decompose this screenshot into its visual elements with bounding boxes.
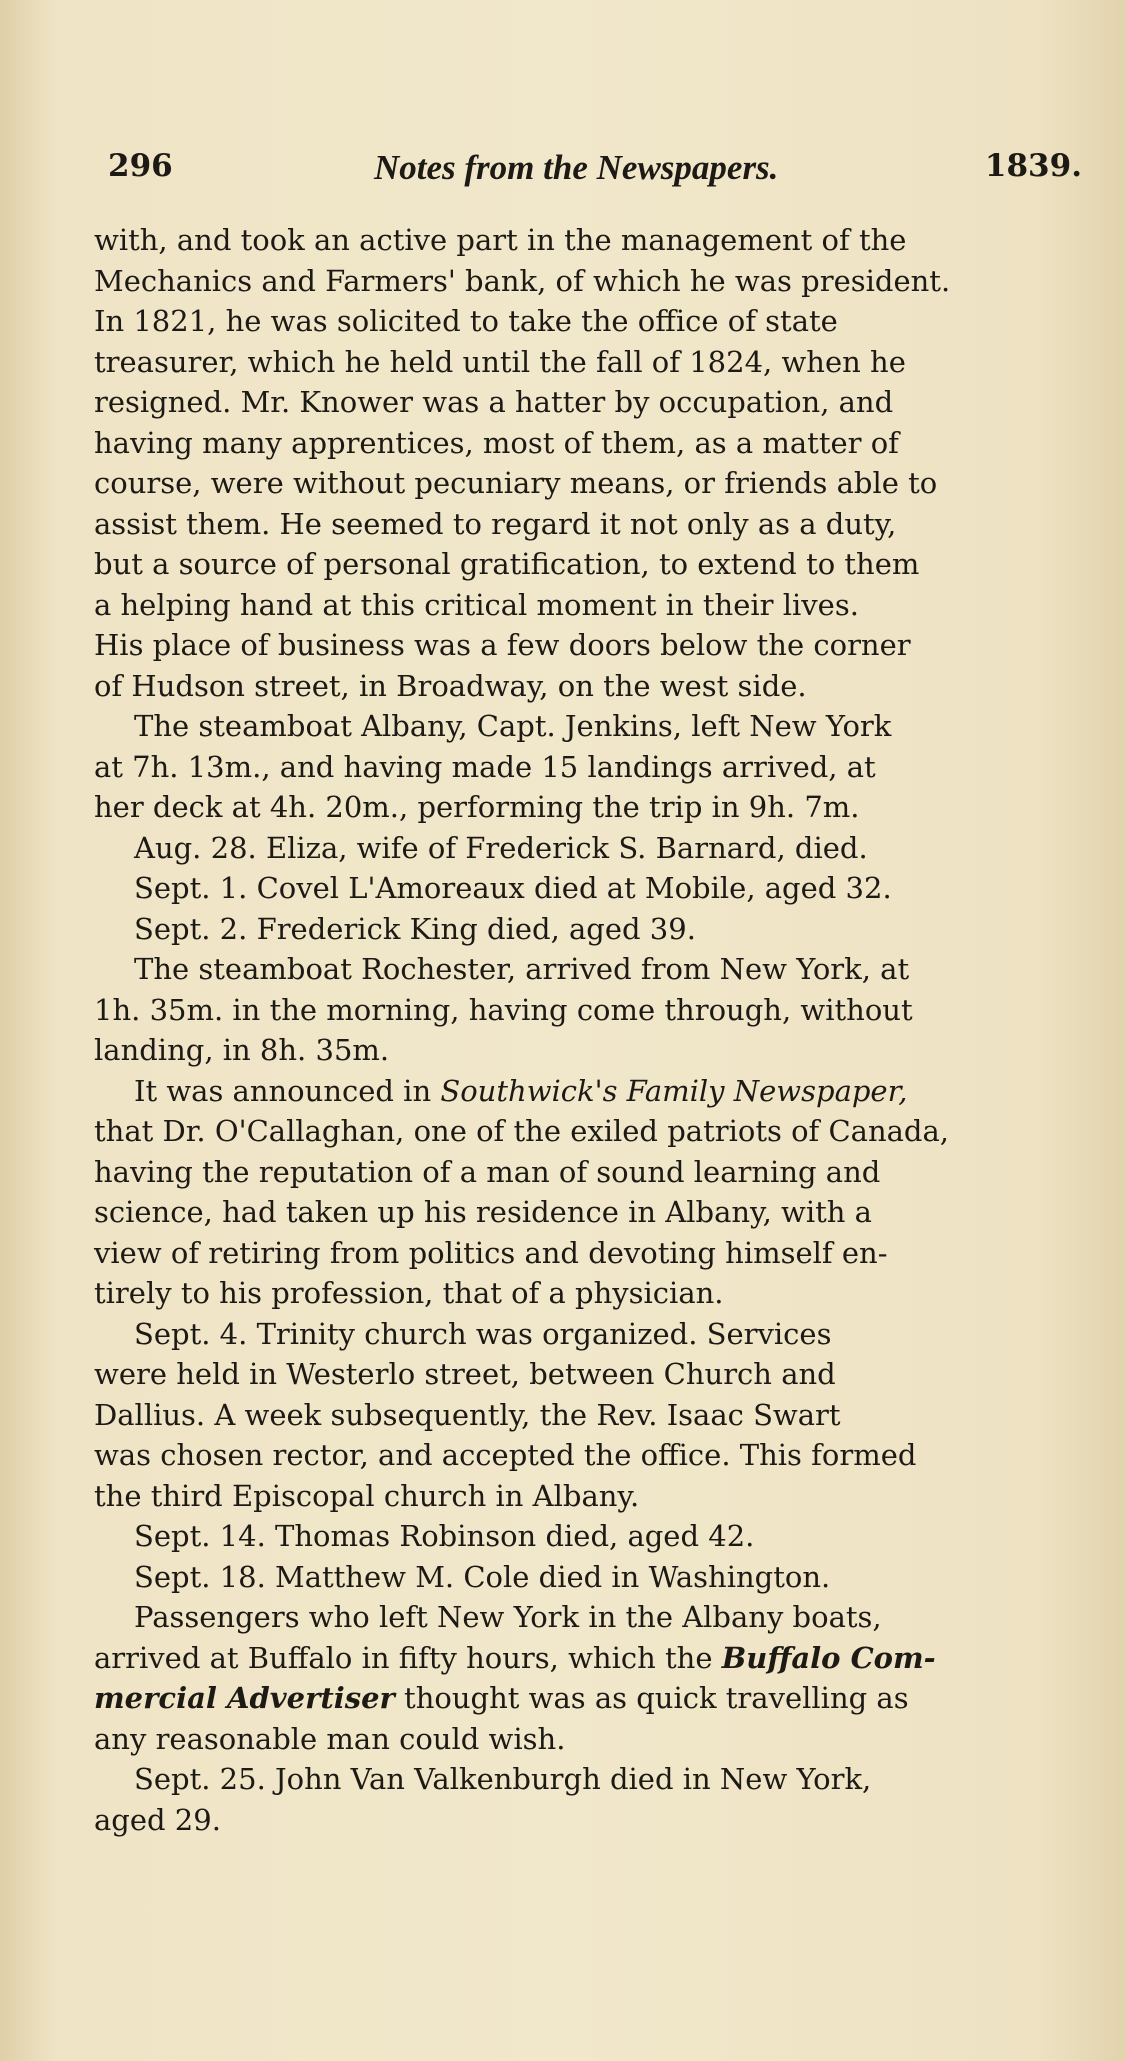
page-header — [94, 148, 1082, 190]
text-line: with, and took an active part in the management of the — [94, 223, 907, 257]
text-line: resigned. Mr. Knower was a hatter by occupation, and — [94, 385, 894, 419]
text-line: Sept. 4. Trinity church was organized. Services — [134, 1316, 832, 1351]
newspaper-title: mercial Advertiser — [94, 1681, 395, 1715]
text-line: Sept. 25. John Van Valkenburgh died in New York, — [134, 1762, 872, 1796]
text-line: Sept. 14. Thomas Robinson died, aged 42. — [134, 1519, 755, 1553]
text-fragment: arrived at Buffalo in fifty hours, which the — [94, 1640, 713, 1675]
text-line: In 1821, he was solicited to take the office of state — [94, 304, 838, 338]
text-line: view of retiring from politics and devoting himself en- — [94, 1235, 888, 1270]
text-line: aged 29. — [94, 1802, 221, 1837]
text-line-with-newspaper-title — [94, 1678, 1082, 1719]
text-line: a helping hand at this critical moment in their lives. — [94, 587, 859, 622]
newspaper-title: Buffalo Com- — [721, 1640, 936, 1675]
page-year: 1839. — [984, 148, 1082, 184]
text-line: science, had taken up his residence in Albany, with a — [94, 1195, 872, 1229]
text-line: the third Episcopal church in Albany. — [94, 1478, 640, 1513]
text-line: assist them. He seemed to regard it not only as a duty, — [94, 506, 897, 541]
text-line: having the reputation of a man of sound learning and — [94, 1154, 881, 1189]
text-line: Aug. 28. Eliza, wife of Frederick S. Barnard, died. — [134, 830, 868, 865]
text-line: The steamboat Rochester, arrived from New York, at — [134, 952, 910, 986]
text-line: Sept. 1. Covel L'Amoreaux died at Mobile, aged 32. — [134, 871, 892, 905]
text-line: treasurer, which he held until the fall of 1824, when he — [94, 344, 906, 379]
text-line: The steamboat Albany, Capt. Jenkins, left New York — [134, 709, 892, 743]
text-line-with-newspaper-title — [94, 1071, 1082, 1112]
text-line: having many apprentices, most of them, as a matter of — [94, 425, 899, 460]
text-line: Mechanics and Farmers' bank, of which he was president. — [94, 263, 951, 298]
text-line: her deck at 4h. 20m., performing the trip in 9h. 7m. — [94, 790, 860, 824]
text-line: but a source of personal gratification, to extend to them — [94, 547, 920, 581]
text-line: His place of business was a few doors below the corner — [94, 628, 911, 662]
page-body — [94, 220, 1082, 1840]
text-line: Sept. 18. Matthew M. Cole died in Washington. — [134, 1559, 831, 1594]
text-line: any reasonable man could wish. — [94, 1721, 566, 1756]
text-line: Sept. 2. Frederick King died, aged 39. — [134, 911, 696, 946]
text-line: Passengers who left New York in the Albany boats, — [134, 1600, 882, 1634]
text-line: course, were without pecuniary means, or friends able to — [94, 466, 938, 500]
newspaper-title: Southwick's Family Newspaper, — [440, 1073, 908, 1108]
text-line: at 7h. 13m., and having made 15 landings arrived, at — [94, 749, 876, 784]
running-title: Notes from the Newspapers. — [374, 148, 779, 187]
text-line: was chosen rector, and accepted the office. This formed — [94, 1438, 917, 1472]
text-line: 1h. 35m. in the morning, having come through, without — [94, 992, 913, 1027]
text-line: of Hudson street, in Broadway, on the west side. — [94, 668, 807, 703]
text-line: that Dr. O'Callaghan, one of the exiled patriots of Canada, — [94, 1114, 950, 1148]
text-line: tirely to his profession, that of a physician. — [94, 1276, 724, 1310]
text-fragment: It was announced in — [134, 1073, 432, 1108]
text-line: were held in Westerlo street, between Church and — [94, 1357, 836, 1391]
page-number: 296 — [108, 148, 173, 184]
text-line: landing, in 8h. 35m. — [94, 1033, 390, 1067]
text-fragment: thought was as quick travelling as — [404, 1681, 909, 1715]
text-line-with-newspaper-title — [94, 1638, 1082, 1679]
text-line: Dallius. A week subsequently, the Rev. Isaac Swart — [94, 1397, 841, 1432]
